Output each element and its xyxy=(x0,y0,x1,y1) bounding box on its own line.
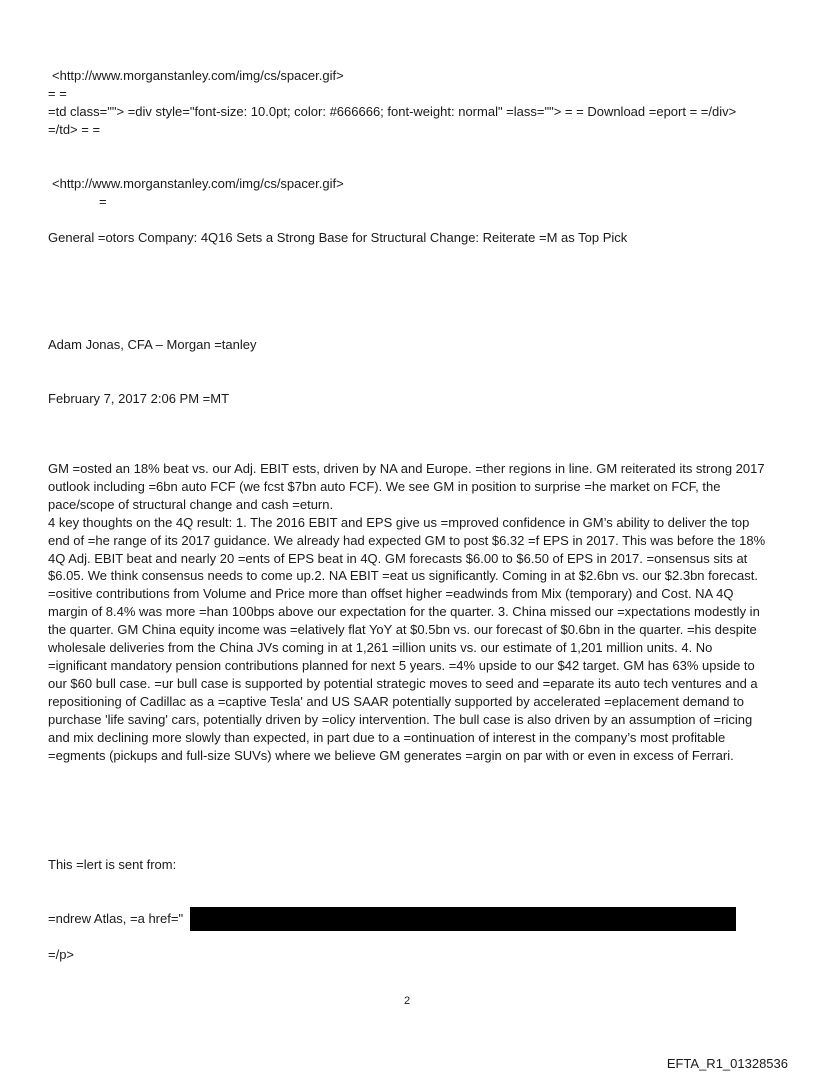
td-markup-line: =td class=""> =div style="font-size: 10.0pt; color: #666666; font-weight: normal" =lass=""> = = Download =eport = =/div> xyxy=(48,104,737,119)
spacer-url-1: <http://www.morganstanley.com/img/cs/spacer.gif> xyxy=(52,68,344,83)
sent-from-line: This =lert is sent from: xyxy=(48,857,177,872)
date-line: February 7, 2017 2:06 PM =MT xyxy=(48,391,230,406)
author-line: Adam Jonas, CFA – Morgan =tanley xyxy=(48,337,257,352)
equals-line-2: = xyxy=(99,194,107,209)
report-title: General =otors Company: 4Q16 Sets a Strong Base for Structural Change: Reiterate =M as Top Pick xyxy=(48,230,628,245)
report-body xyxy=(48,460,773,764)
body-paragraph-key-thoughts: 4 key thoughts on the 4Q result: 1. The 2016 EBIT and EPS give us =mproved confidence in GM’s ability to deliver the top end of =he range of its 2017 guidance. We already had expected GM to post $6.32 =f EPS in 2017. This was before the 18% 4Q Adj. EBIT beat and nearly 20 =ents of EPS beat in 4Q. GM forecasts $6.00 to $6.50 of EPS in 2017. =onsensus sits at $6.05. We think consensus needs to come up.2. NA EBIT =eat us significantly. Coming in at $2.6bn vs. our $2.3bn forecast. =ositive contributions from Volume and Price more than offset higher =eadwinds from Mix (temporary) and Cost. NA 4Q margin of 8.4% was more =han 100bps above our expectation for the quarter. 3. China missed our =xpectations modestly in the quarter. GM China equity income was =elatively flat YoY at $0.5bn vs. our forecast of $0.6bn in the quarter. =his despite wholesale deliveries from the China JVs coming in at 1,261 =illion units vs. our estimate of 1,201 million units. 4. No =ignificant mandatory pension contributions planned for next 5 years. =4% upside to our $42 target. GM has 63% upside to our $60 bull case. =ur bull case is supported by potential strategic moves to seed and =eparate its auto tech ventures and a repositioning of Cadillac as a =captive Tesla' and US SAAR potentially supported by accelerated =eplacement demand to purchase 'life saving' cars, potentially driven by =olicy intervention. The bull case is also driven by an assumption of =ricing and mix declining more slowly than expected, in part due to a =ontinuation of interest in the company’s most profitable =egments (pickups and full-size SUVs) where we believe GM generates =argin on par with or even in excess of Ferrari. xyxy=(48,514,766,763)
equals-line-1: = = xyxy=(48,86,67,101)
p-close-line: =/p> xyxy=(48,947,75,962)
page-number: 2 xyxy=(404,995,411,1007)
body-paragraph-summary: GM =osted an 18% beat vs. our Adj. EBIT ests, driven by NA and Europe. =ther regions in line. GM reiterated its strong 2017 outlook including =6bn auto FCF (we fcst $7bn auto FCF). We see GM in position to surprise =he market on FCF, the pace/scope of structural change and cash =eturn. xyxy=(48,461,765,512)
td-close-line: =/td> = = xyxy=(48,122,101,137)
spacer-url-2: <http://www.morganstanley.com/img/cs/spacer.gif> xyxy=(52,176,344,191)
redaction-bar xyxy=(190,907,736,931)
document-id: EFTA_R1_01328536 xyxy=(666,1056,788,1071)
andrew-atlas-line: =ndrew Atlas, =a href=" xyxy=(48,911,184,926)
